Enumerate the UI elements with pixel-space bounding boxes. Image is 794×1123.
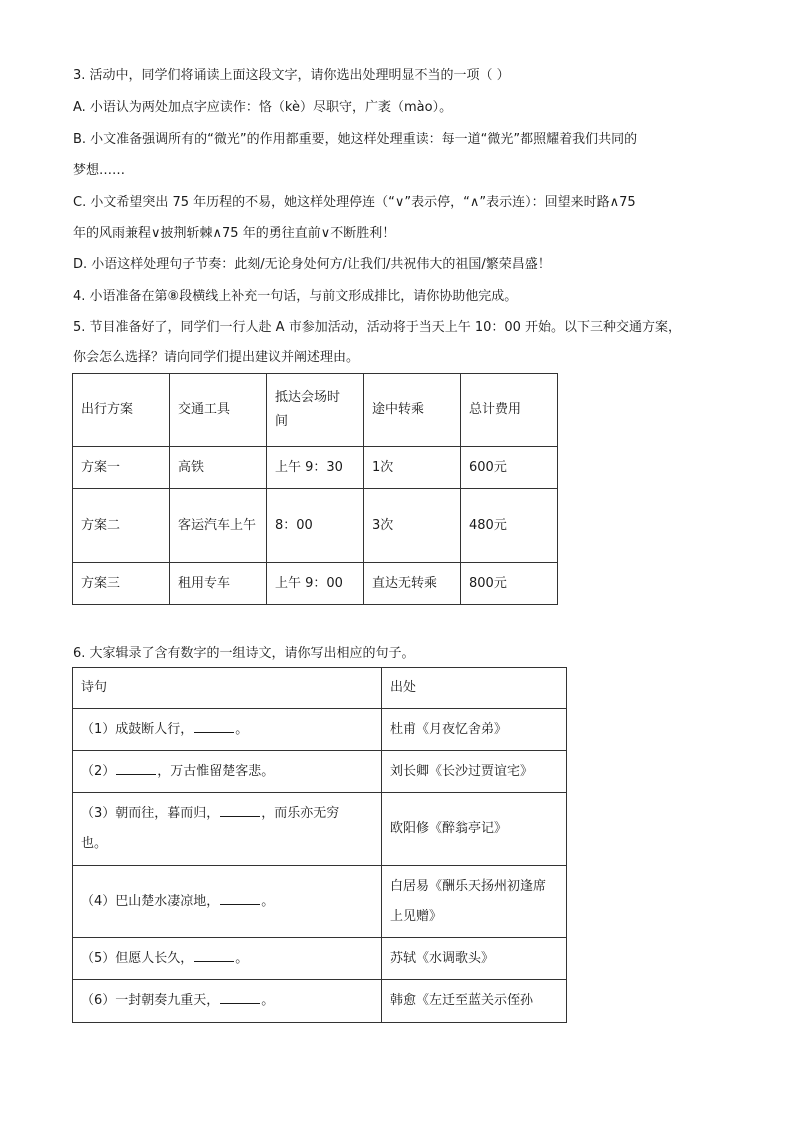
poem-text: （1）成鼓断人行， xyxy=(81,721,194,737)
answer-blank xyxy=(194,720,234,733)
poem-text: （4）巴山楚水凄凉地， xyxy=(81,893,220,909)
source-cell: 杜甫《月夜忆舍弟》 xyxy=(382,709,567,751)
table-cell: 租用专车 xyxy=(170,563,267,605)
poem-line-cell xyxy=(73,980,382,1023)
poetry-table xyxy=(72,667,567,1023)
answer-blank xyxy=(220,892,260,905)
table-cell: 客运汽车上午 xyxy=(170,489,267,563)
q3-option-c-line1: C. 小文希望突出 75 年历程的不易，她这样处理停连（“∨”表示停，“∧”表示连）：回望来时路∧75 xyxy=(73,195,636,210)
table-header-cell: 出处 xyxy=(382,668,567,709)
source-cell: 韩愈《左迁至蓝关示侄孙 xyxy=(382,980,567,1023)
poem-text: （2） xyxy=(81,763,116,779)
table-row xyxy=(73,563,558,605)
poem-line-cell xyxy=(73,938,382,980)
table-header-cell: 出行方案 xyxy=(73,374,170,447)
table-row xyxy=(73,866,567,938)
table-header-row xyxy=(73,668,567,709)
table-cell: 8：00 xyxy=(267,489,364,563)
table-header-cell: 途中转乘 xyxy=(364,374,461,447)
q4-stem: 4. 小语准备在第⑧段横线上补充一句话，与前文形成排比，请你协助他完成。 xyxy=(73,289,518,304)
poem-line-cell xyxy=(73,709,382,751)
q5-stem-line2: 你会怎么选择？请向同学们提出建议并阐述理由。 xyxy=(73,350,360,365)
q3-option-a: A. 小语认为两处加点字应读作：恪（kè）尽职守，广袤（mào）。 xyxy=(73,100,453,115)
poem-line-cell xyxy=(73,866,382,938)
q6-stem: 6. 大家辑录了含有数字的一组诗文，请你写出相应的句子。 xyxy=(73,646,415,661)
table-row xyxy=(73,447,558,489)
poem-text: 。 xyxy=(261,893,275,909)
answer-blank xyxy=(116,762,156,775)
table-row xyxy=(73,709,567,751)
table-header-cell: 诗句 xyxy=(73,668,382,709)
table-row xyxy=(73,793,567,866)
poem-text: ，万古惟留楚客悲。 xyxy=(157,763,275,779)
table-cell: 600元 xyxy=(461,447,558,489)
table-cell: 方案三 xyxy=(73,563,170,605)
poem-line-cell xyxy=(73,751,382,793)
table-row xyxy=(73,938,567,980)
source-cell: 白居易《酬乐天扬州初逢席上见赠》 xyxy=(382,866,567,938)
source-cell: 苏轼《水调歌头》 xyxy=(382,938,567,980)
poem-text: 。 xyxy=(235,721,249,737)
table-cell: 方案一 xyxy=(73,447,170,489)
table-header-cell: 总计费用 xyxy=(461,374,558,447)
poem-text: 。 xyxy=(261,993,275,1008)
poem-text: （6）一封朝奏九重天， xyxy=(81,993,220,1008)
q3-option-c-line2: 年的风雨兼程∨披荆斩棘∧75 年的勇往直前∨不断胜利！ xyxy=(73,226,396,241)
table-cell: 3次 xyxy=(364,489,461,563)
table-header-row xyxy=(73,374,558,447)
source-cell: 欧阳修《醉翁亭记》 xyxy=(382,793,567,866)
answer-blank xyxy=(220,991,260,1004)
poem-text: （5）但愿人长久， xyxy=(81,950,194,966)
table-cell: 直达无转乘 xyxy=(364,563,461,605)
table-header-cell: 交通工具 xyxy=(170,374,267,447)
answer-blank xyxy=(220,804,260,817)
table-cell: 上午 9：30 xyxy=(267,447,364,489)
q5-stem-line1: 5. 节目准备好了，同学们一行人赴 A 市参加活动，活动将于当天上午 10：00 开始。以下三种交通方案， xyxy=(73,320,682,335)
poem-line-cell xyxy=(73,793,382,866)
q3-stem: 3. 活动中，同学们将诵读上面这段文字，请你选出处理明显不当的一项（ ） xyxy=(73,68,510,83)
table-header-cell: 抵达会场时间 xyxy=(267,374,364,447)
poem-text: 。 xyxy=(235,950,249,966)
table-cell: 高铁 xyxy=(170,447,267,489)
transport-plan-table xyxy=(72,373,558,605)
table-cell: 方案二 xyxy=(73,489,170,563)
table-cell: 800元 xyxy=(461,563,558,605)
answer-blank xyxy=(194,949,234,962)
q3-option-d: D. 小语这样处理句子节奏：此刻/无论身处何方/让我们/共祝伟大的祖国/繁荣昌盛！ xyxy=(73,257,551,272)
poem-text: （3）朝而往，暮而归， xyxy=(81,806,220,821)
table-cell: 1次 xyxy=(364,447,461,489)
q3-option-b-line1: B. 小文准备强调所有的“微光”的作用都重要，她这样处理重读：每一道“微光”都照耀着我们共同的 xyxy=(73,132,638,147)
table-cell: 上午 9：00 xyxy=(267,563,364,605)
table-cell: 480元 xyxy=(461,489,558,563)
table-row xyxy=(73,980,567,1023)
source-cell: 刘长卿《长沙过贾谊宅》 xyxy=(382,751,567,793)
poem-text: ，而乐亦无穷也。 xyxy=(81,806,340,851)
q3-option-b-line2: 梦想…… xyxy=(73,163,126,178)
table-row xyxy=(73,489,558,563)
table-row xyxy=(73,751,567,793)
